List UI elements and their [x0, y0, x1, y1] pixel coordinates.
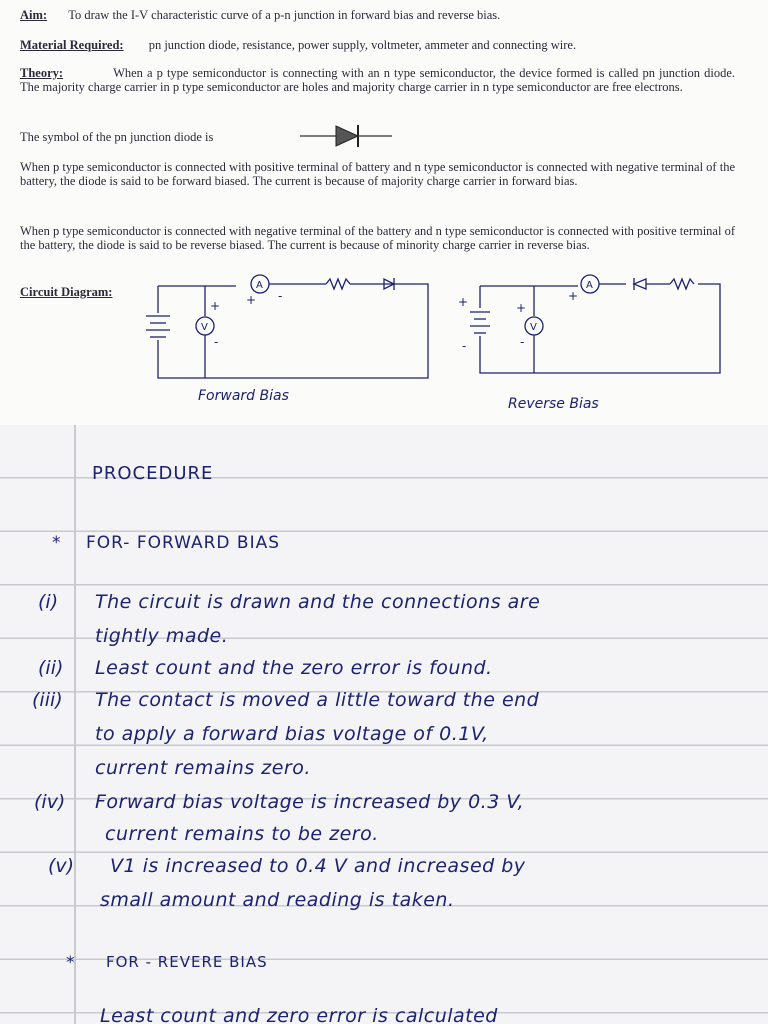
reverse-paragraph: When p type semiconductor is connected with negative terminal of the battery and n type semiconductor is connected with positive terminal of the battery, the diode is said to be reverse biased. The current is because of minority charge carrier in reverse bias.: [20, 224, 735, 252]
step-number: (ii): [38, 657, 64, 679]
minus-sign: -: [214, 335, 219, 349]
symbol-text: The symbol of the pn junction diode is: [20, 130, 214, 144]
theory-label: Theory:: [20, 66, 64, 80]
forward-title: FOR- FORWARD BIAS: [86, 533, 281, 553]
material-label: Material Required:: [20, 38, 124, 52]
step-line: current remains to be zero.: [105, 823, 379, 845]
material-line: [20, 38, 576, 52]
reverse-title: FOR - REVERE BIAS: [106, 953, 268, 971]
step-line: current remains zero.: [95, 757, 311, 779]
margin-line: [74, 425, 76, 1024]
ammeter-label: A: [586, 280, 593, 291]
circuit-label: Circuit Diagram:: [20, 285, 113, 299]
diode-symbol-icon: [300, 122, 395, 152]
step-line: small amount and reading is taken.: [100, 889, 455, 911]
step-number: (i): [38, 591, 59, 613]
reverse-bias-circuit: [450, 268, 740, 418]
step-line: to apply a forward bias voltage of 0.1V,: [95, 723, 489, 745]
forward-caption: Forward Bias: [198, 388, 289, 404]
minus-sign: -: [462, 339, 467, 353]
step-line: The contact is moved a little toward the end: [95, 689, 540, 711]
reverse-caption: Reverse Bias: [508, 396, 599, 412]
aim-label: Aim:: [20, 8, 48, 22]
aim-line: [20, 8, 500, 22]
notebook-page: [0, 425, 768, 1024]
procedure-heading: PROCEDURE: [92, 463, 214, 484]
aim-text: To draw the I-V characteristic curve of a p-n junction in forward bias and reverse bias.: [68, 8, 501, 22]
forward-star: *: [52, 533, 62, 553]
plus-sign: +: [568, 289, 579, 303]
voltmeter-label: V: [530, 322, 537, 333]
reverse-star: *: [66, 953, 76, 973]
printed-sheet: [0, 0, 768, 425]
material-text: pn junction diode, resistance, power supply, voltmeter, ammeter and connecting wire.: [148, 38, 577, 52]
step-number: (iii): [32, 689, 63, 711]
plus-sign: +: [458, 295, 469, 309]
step-number: (iv): [34, 791, 66, 813]
theory-text: When a p type semiconductor is connecting with an n type semiconductor, the device formed is called pn junction diode. The majority charge carrier in p type semiconductor are holes and majority charge carrier in n type semiconductor are free electrons.: [20, 66, 735, 94]
diode-icon: [634, 279, 646, 289]
last-line: Least count and zero error is calculated: [100, 1005, 498, 1024]
step-line: The circuit is drawn and the connections are: [95, 591, 541, 613]
voltmeter-label: V: [201, 322, 208, 333]
ammeter-label: A: [256, 280, 263, 291]
forward-bias-circuit: [128, 268, 438, 410]
plus-sign: +: [246, 293, 257, 307]
forward-paragraph: When p type semiconductor is connected with positive terminal of battery and n type semiconductor is connected with negative terminal of the battery, the diode is said to be forward biased. The current is because of majority charge carrier in forward bias.: [20, 160, 735, 188]
minus-sign: -: [278, 289, 283, 303]
step-line: V1 is increased to 0.4 V and increased by: [110, 855, 526, 877]
step-number: (v): [48, 855, 75, 877]
theory-paragraph: [20, 66, 735, 94]
step-line: tightly made.: [95, 625, 229, 647]
step-line: Least count and the zero error is found.: [95, 657, 493, 679]
minus-sign: -: [520, 335, 525, 349]
plus-sign: +: [516, 301, 527, 315]
step-line: Forward bias voltage is increased by 0.3 V,: [95, 791, 525, 813]
plus-sign: +: [210, 299, 221, 313]
